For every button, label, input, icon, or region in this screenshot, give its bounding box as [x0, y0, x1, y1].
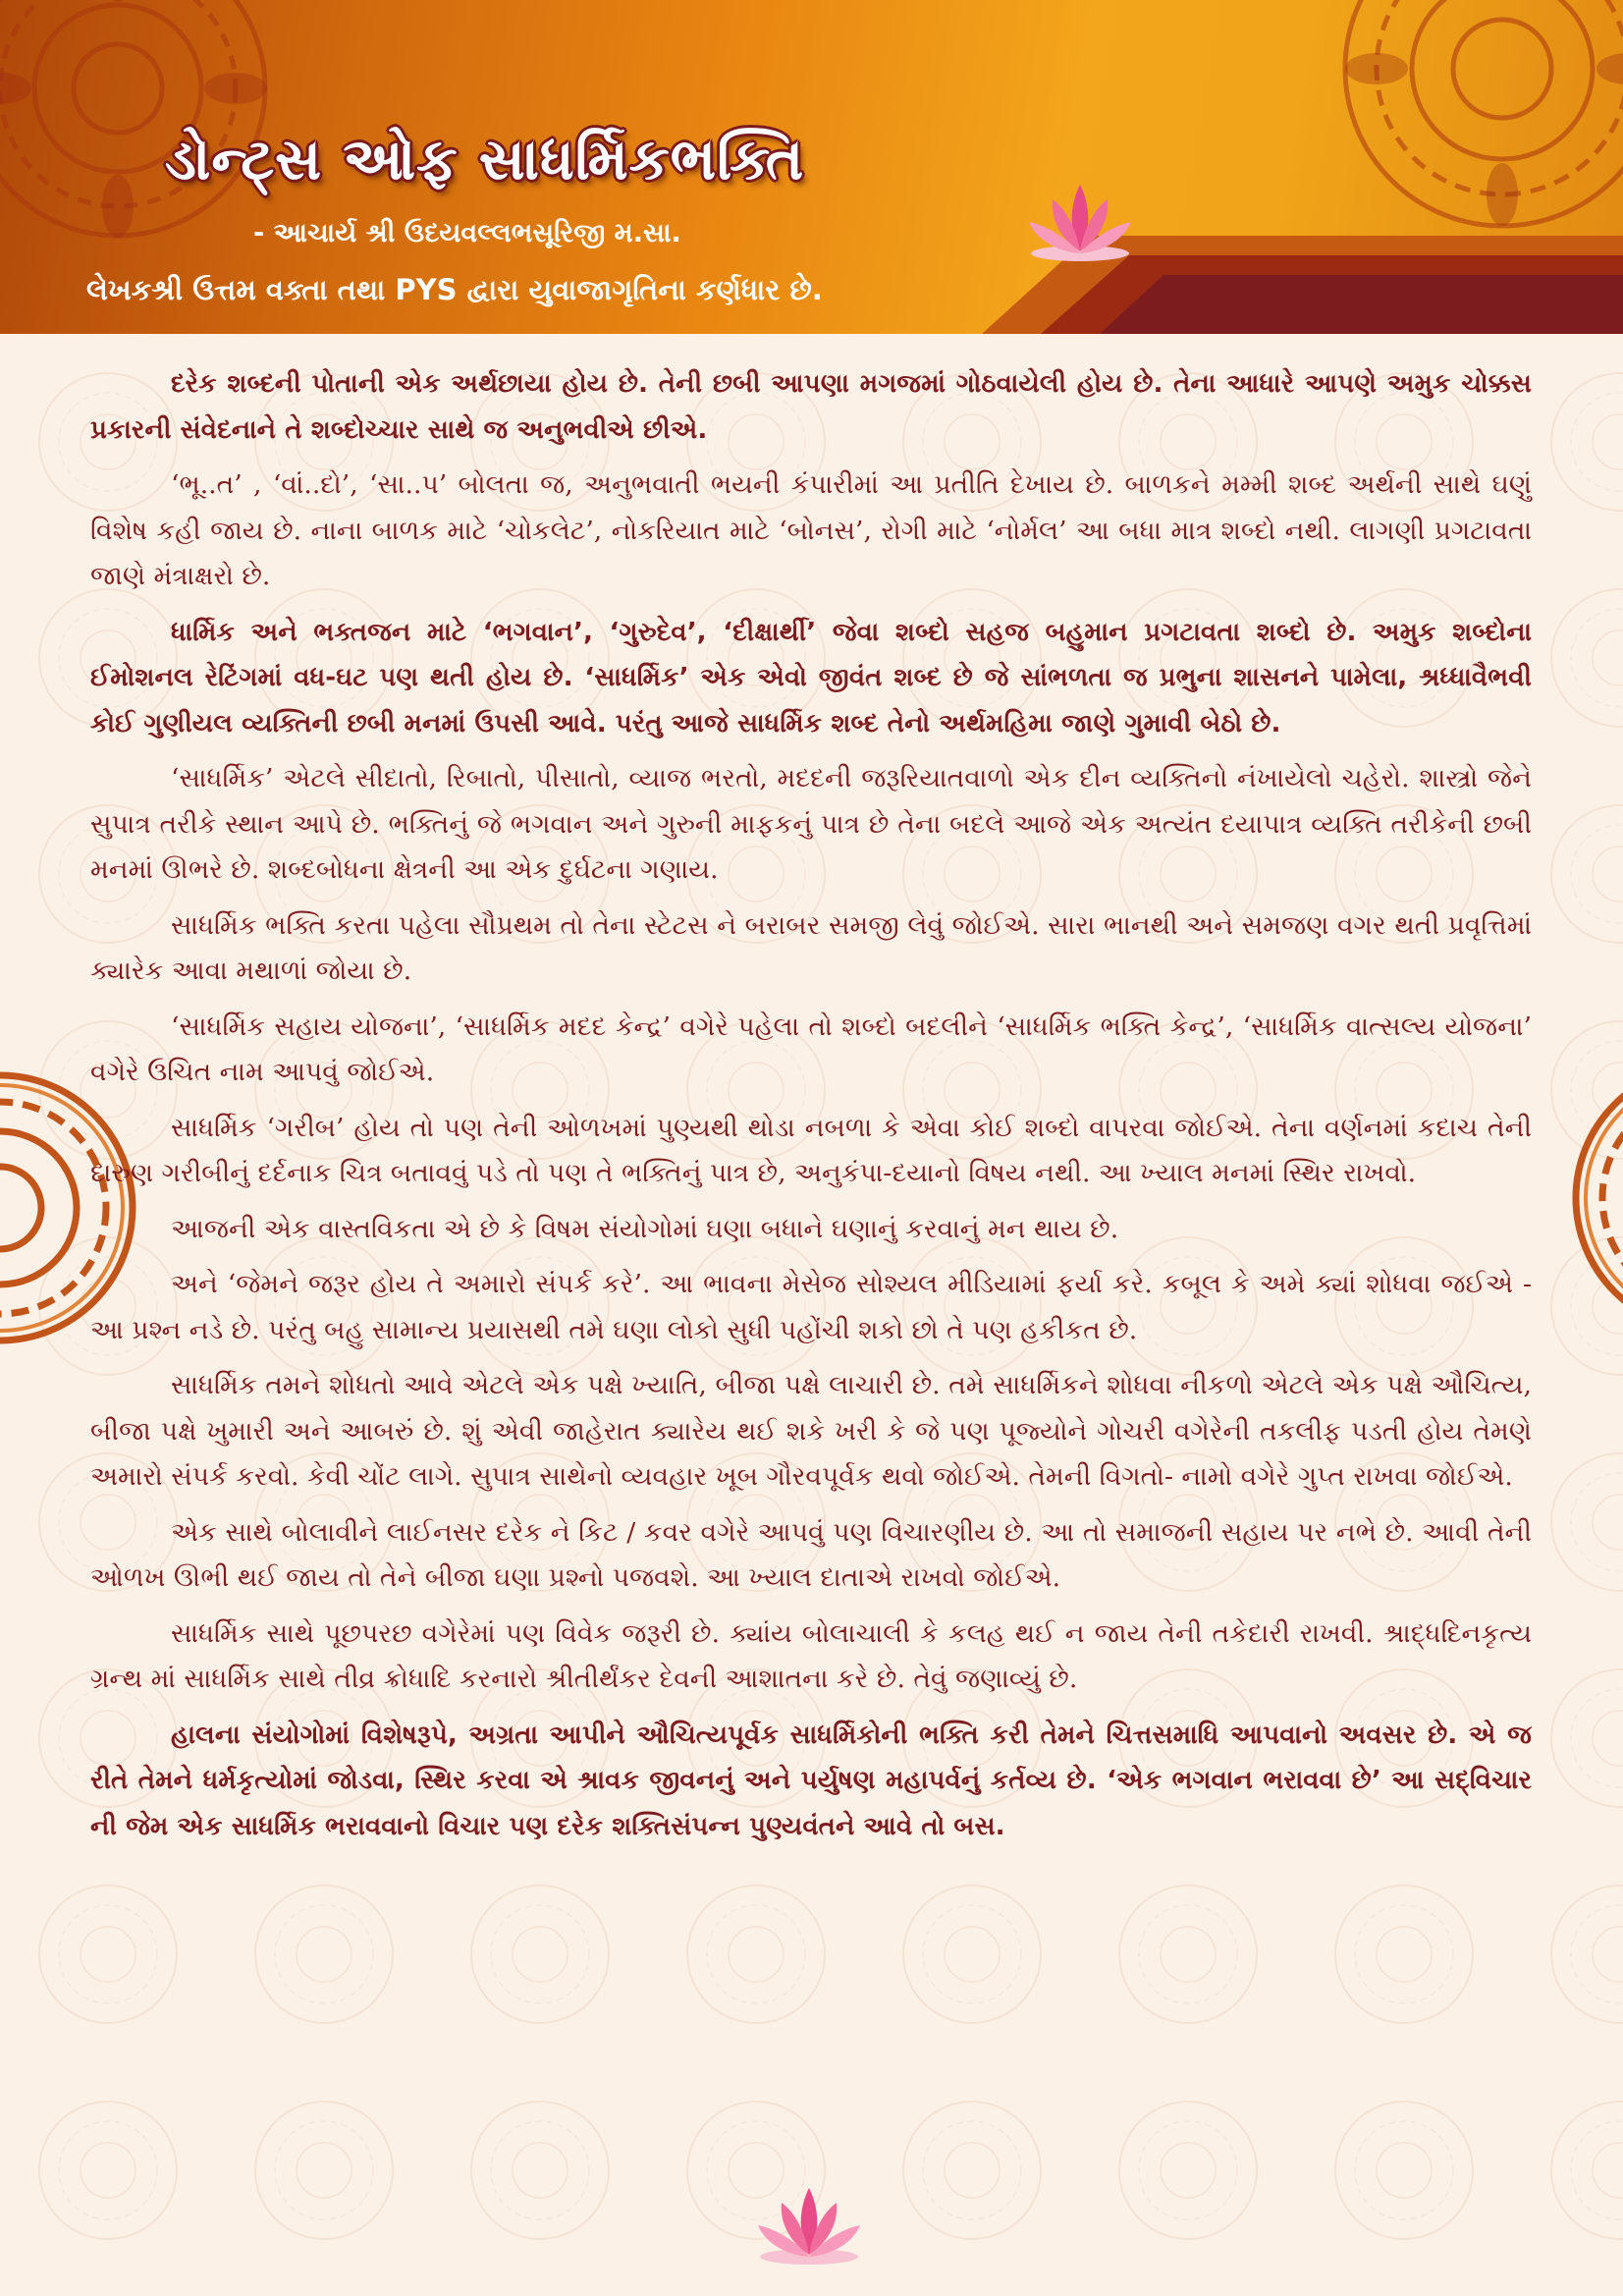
header-banner [0, 0, 1623, 334]
paragraph: દરેક શબ્દની પોતાની એક અર્થછાયા હોય છે. તેની છબી આપણા મગજમાં ગોઠવાયેલી હોય છે. તેના આધારે આપણે અમુક ચોક્કસ પ્રકારની સંવેદનાને તે શબ્દોચ્ચાર સાથે જ અનુભવીએ છીએ. [90, 369, 1532, 445]
mandala-icon [1316, 0, 1623, 255]
lotus-icon [1021, 175, 1139, 263]
paragraph: અને ‘જેમને જરૂર હોય તે અમારો સંપર્ક કરે’. આ ભાવના મેસેજ સોશ્યલ મીડિયામાં ફર્યા કરે. કબૂલ કે અમે ક્યાં શોધવા જઈએ - આ પ્રશ્ન નડે છે. પરંતુ બહુ સામાન્ય પ્રયાસથી તમે ઘણા લોકો સુધી પહોંચી શકો છો તે પણ હકીકત છે. [90, 1269, 1532, 1345]
article-body [90, 361, 1532, 1859]
paragraph: ‘ભૂ..ત’ , ‘વાં..દો’, ‘સા..પ’ બોલતા જ, અનુભવાતી ભયની કંપારીમાં આ પ્રતીતિ દેખાય છે. બાળકને મમ્મી શબ્દ અર્થની સાથે ઘણું વિશેષ કહી જાય છે. નાના બાળક માટે ‘ચોકલેટ’, નોકરિયાત માટે ‘બોનસ’, રોગી માટે ‘નોર્મલ’ આ બધા માત્ર શબ્દો નથી. લાગણી પ્રગટાવતા જાણે મંત્રાક્ષરો છે. [90, 469, 1532, 591]
lotus-icon [750, 2178, 868, 2267]
page-title: ડોન્ટ્સ ઓફ સાધર્મિકભક્તિ [165, 126, 805, 192]
paragraph: આજની એક વાસ્તવિકતા એ છે કે વિષમ સંયોગોમાં ઘણા બધાને ઘણાનું કરવાનું મન થાય છે. [171, 1213, 1119, 1244]
paragraph: સાધર્મિક ‘ગરીબ’ હોય તો પણ તેની ઓળખમાં પુણ્યથી થોડા નબળા કે એવા કોઈ શબ્દો વાપરવા જોઈએ. તેના વર્ણનમાં કદાચ તેની દારુણ ગરીબીનું દર્દનાક ચિત્ર બતાવવું પડે તો પણ તે ભક્તિનું પાત્ર છે, અનુકંપા-દયાનો વિષય નથી. આ ખ્યાલ મનમાં સ્થિર રાખવો. [90, 1112, 1532, 1188]
paragraph: સાધર્મિક ભક્તિ કરતા પહેલા સૌપ્રથમ તો તેના સ્ટેટસ ને બરાબર સમજી લેવું જોઈએ. સારા ભાનથી અને સમજણ વગર થતી પ્રવૃત્તિમાં ક્યારેક આવા મથાળાં જોયા છે. [90, 909, 1532, 986]
author-line: - આચાર્ય શ્રી ઉદયવલ્લભસૂરિજી મ.સા. [253, 218, 681, 248]
mandala-icon [1561, 1051, 1623, 1345]
paragraph: સાધર્મિક સાથે પૂછપરછ વગેરેમાં પણ વિવેક જરૂરી છે. ક્યાંય બોલાચાલી કે કલહ થઈ ન જાય તેની તકેદારી રાખવી. શ્રાદ્ધદિનકૃત્ય ગ્રન્થ માં સાધર્મિક સાથે તીવ્ર ક્રોધાદિ કરનારો શ્રીતીર્થંકર દેવની આશાતના કરે છે. તેવું જણાવ્યું છે. [90, 1617, 1532, 1694]
paragraph: ધાર્મિક અને ભક્તજન માટે ‘ભગવાન’, ‘ગુરુદેવ’, ‘દીક્ષાર્થી’ જેવા શબ્દો સહજ બહુમાન પ્રગટાવતા શબ્દો છે. અમુક શબ્દોના ઈમોશનલ રેટિંગમાં વધ-ઘટ પણ થતી હોય છે. ‘સાધર્મિક’ એક એવો જીવંત શબ્દ છે જે સાંભળતા જ પ્રભુના શાસનને પામેલા, શ્રધ્ધાવૈભવી કોઈ ગુણીયલ વ્યક્તિની છબી મનમાં ઉપસી આવે. પરંતુ આજે સાધર્મિક શબ્દ તેનો અર્થમહિમા જાણે ગુમાવી બેઠો છે. [90, 617, 1532, 738]
paragraph: એક સાથે બોલાવીને લાઈનસર દરેક ને કિટ / કવર વગેરે આપવું પણ વિચારણીય છે. આ તો સમાજની સહાય પર નભે છે. આવી તેની ઓળખ ઊભી થઈ જાય તો તેને બીજા ઘણા પ્રશ્નો પજવશે. આ ખ્યાલ દાતાએ રાખવો જોઈએ. [90, 1516, 1532, 1593]
author-bio: લેખકશ્રી ઉત્તમ વક્તા તથા PYS દ્વારા યુવાજાગૃતિના કર્ણધાર છે. [86, 273, 823, 306]
paragraph: હાલના સંયોગોમાં વિશેષરૂપે, અગ્રતા આપીને ઔચિત્યપૂર્વક સાધર્મિકોની ભક્તિ કરી તેમને ચિત્તસમાધિ આપવાનો અવસર છે. એ જ રીતે તેમને ધર્મકૃત્યોમાં જોડવા, સ્થિર કરવા એ શ્રાવક જીવનનું અને પર્યુષણ મહાપર્વનું કર્તવ્ય છે. ‘એક ભગવાન ભરાવવા છે’ આ સદ્‌વિચાર ની જેમ એક સાધર્મિક ભરાવવાનો વિચાર પણ દરેક શક્તિસંપન્ન પુણ્યવંતને આવે તો બસ. [90, 1720, 1532, 1841]
paragraph: સાધર્મિક તમને શોધતો આવે એટલે એક પક્ષે ખ્યાતિ, બીજા પક્ષે લાચારી છે. તમે સાધર્મિકને શોધવા નીકળો એટલે એક પક્ષે ઔચિત્ય, બીજા પક્ષે ખુમારી અને આબરું છે. શું એવી જાહેરાત ક્યારેય થઈ શકે ખરી કે જે પણ પૂજ્યોને ગોચરી વગેરેની તકલીફ પડતી હોય તેમણે અમારો સંપર્ક કરવો. કેવી ચોંટ લાગે. સુપાત્ર સાથેનો વ્યવહાર ખૂબ ગૌરવપૂર્વક થવો જોઈએ. તેમની વિગતો- નામો વગેરે ગુપ્ત રાખવા જોઈએ. [90, 1370, 1532, 1492]
paragraph: ‘સાધર્મિક સહાય યોજના’, ‘સાધર્મિક મદદ કેન્દ્ર’ વગેરે પહેલા તો શબ્દો બદલીને ‘સાધર્મિક ભક્તિ કેન્દ્ર’, ‘સાધર્મિક વાત્સલ્ય યોજના’ વગેરે ઉચિત નામ આપવું જોઈએ. [90, 1011, 1532, 1087]
paragraph: ‘સાધર્મિક’ એટલે સીદાતો, રિબાતો, પીસાતો, વ્યાજ ભરતો, મદદની જરૂરિયાતવાળો એક દીન વ્યક્તિનો નંખાયેલો ચહેરો. શાસ્ત્રો જેને સુપાત્ર તરીકે સ્થાન આપે છે. ભક્તિનું જે ભગવાન અને ગુરુની માફકનું પાત્ર છે તેના બદલે આજે એક અત્યંત દયાપાત્ર વ્યક્તિ તરીકેની છબી મનમાં ઊભરે છે. શબ્દબોધના ક્ષેત્રની આ એક દુર્ઘટના ગણાય. [90, 763, 1532, 885]
